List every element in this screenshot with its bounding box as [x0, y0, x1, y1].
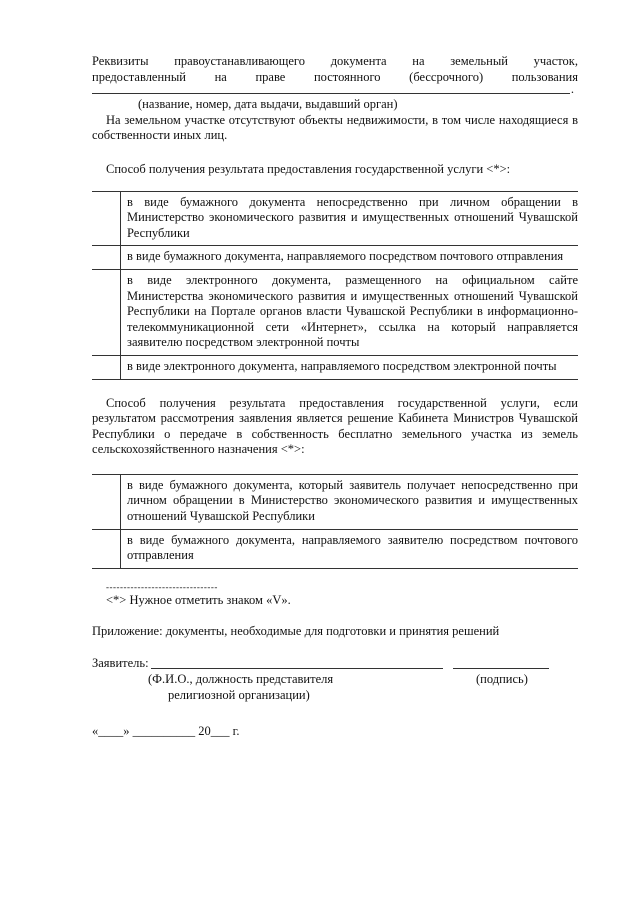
applicant-signature-field[interactable] [453, 668, 549, 669]
applicant-hint-line-1: (Ф.И.О., должность представителя [148, 671, 334, 686]
applicant-name-field[interactable] [151, 668, 443, 669]
applicant-row [92, 656, 578, 672]
title-deed-blank[interactable] [92, 82, 578, 97]
method-options-table [92, 191, 578, 380]
method-option-checkbox[interactable] [92, 269, 121, 355]
title-deed-hint: (название, номер, дата выдачи, выдавший орган) [138, 97, 398, 112]
method-option-text: в виде бумажного документа, направляемого посредством почтового отправления [121, 246, 579, 270]
application-page [92, 54, 578, 739]
cabinet-heading: Способ получения результата предоставления государственной услуги, если результатом рассмотрения заявления является решение Кабинета Министров Чувашской Республики о передаче в собственность бесплатно земельного участка из земель сельскохозяйственного назначения <*>: [92, 395, 578, 457]
cabinet-option-checkbox[interactable] [92, 529, 121, 568]
method-heading: Способ получения результата предоставления государственной услуги <*>: [106, 161, 511, 176]
applicant-block [92, 656, 578, 704]
method-option-text: в виде электронного документа, направляемого посредством электронной почты [121, 355, 579, 379]
cabinet-option-checkbox[interactable] [92, 474, 121, 529]
title-deed-line-1: Реквизиты правоустанавливающего документа на земельный участок, [92, 54, 578, 68]
footnote: <*> Нужное отметить знаком «V». [106, 592, 291, 607]
method-option-text: в виде бумажного документа непосредственно при личном обращении в Министерство экономического развития и имущественных отношений Чувашской Республики [121, 191, 579, 246]
title-deed-line-2: предоставленный на праве постоянного (бессрочного) пользования [92, 69, 578, 84]
footnote-rule: -------------------------------- [106, 581, 218, 592]
title-deed-underline [92, 93, 570, 94]
method-option-checkbox[interactable] [92, 355, 121, 379]
other-property-text: На земельном участке отсутствуют объекты недвижимости, в том числе находящиеся в собственности иных лиц. [92, 112, 578, 143]
method-option-row [92, 269, 578, 355]
cabinet-option-text: в виде бумажного документа, который заявитель получает непосредственно при личном обращении в Министерство экономического развития и имущественных отношений Чувашской Республики [121, 474, 579, 529]
date-line[interactable]: «____» __________ 20___ г. [92, 723, 240, 738]
cabinet-option-text: в виде бумажного документа, направляемого заявителю посредством почтового отправления [121, 529, 579, 568]
method-option-row [92, 355, 578, 379]
applicant-label: Заявитель: [92, 656, 149, 671]
method-option-checkbox[interactable] [92, 191, 121, 246]
cabinet-options-table [92, 474, 578, 569]
cabinet-option-row [92, 529, 578, 568]
cabinet-option-row [92, 474, 578, 529]
applicant-hint-line-2: религиозной организации) [168, 687, 310, 702]
title-deed-block [92, 54, 578, 113]
method-option-row [92, 191, 578, 246]
attachment-text: Приложение: документы, необходимые для подготовки и принятия решений [92, 624, 500, 639]
applicant-hints [92, 672, 578, 704]
method-option-text: в виде электронного документа, размещенного на официальном сайте Министерства экономического развития и имущественных отношений Чувашской Республики на Портале органов власти Чувашской Республики в информационно-телекоммуникационной сети «Интернет», ссылка на который направляется заявителю посредством электронной почты [121, 269, 579, 355]
method-option-checkbox[interactable] [92, 246, 121, 270]
signature-hint: (подпись) [476, 671, 528, 686]
title-deed-period: . [570, 82, 574, 97]
method-option-row [92, 246, 578, 270]
